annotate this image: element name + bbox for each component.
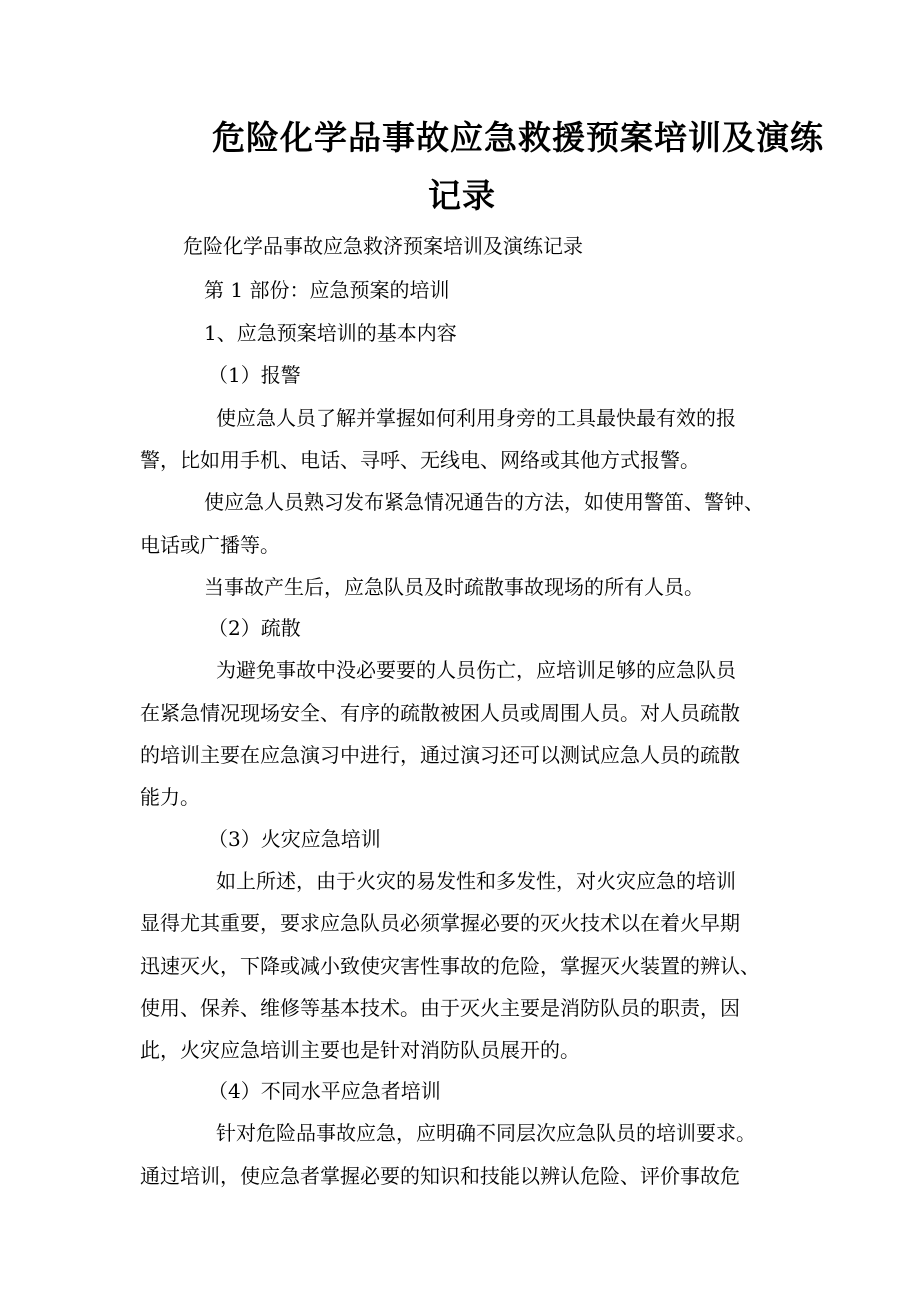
document-title-line-2: 记录: [428, 176, 496, 215]
paragraph-line: 使用、保养、维修等基本技术。由于灭火主要是消防队员的职责，因: [140, 996, 740, 1020]
item3-heading: （3）火灾应急培训: [208, 827, 381, 851]
paragraph-line: 如上所述，由于火灾的易发性和多发性，对火灾应急的培训: [216, 869, 736, 893]
paragraph-line: 当事故产生后，应急队员及时疏散事故现场的所有人员。: [204, 575, 704, 599]
item2-heading: （2）疏散: [208, 616, 301, 640]
paragraph-line: 电话或广播等。: [140, 533, 280, 557]
paragraph-line: 在紧急情况现场安全、有序的疏散被困人员或周围人员。对人员疏散: [140, 701, 740, 725]
paragraph-line: 为避免事故中没必要要的人员伤亡，应培训足够的应急队员: [216, 658, 736, 682]
paragraph-line: 通过培训，使应急者掌握必要的知识和技能以辨认危险、评价事故危: [140, 1164, 740, 1188]
paragraph-line: 显得尤其重要，要求应急队员必须掌握必要的灭火技术以在着火早期: [140, 911, 740, 935]
document-subtitle: 危险化学品事故应急救济预案培训及演练记录: [183, 234, 583, 258]
paragraph-line: 使应急人员了解并掌握如何利用身旁的工具最快最有效的报: [216, 406, 736, 430]
part1-heading: 第 1 部份：应急预案的培训: [204, 278, 450, 302]
paragraph-line: 使应急人员熟习发布紧急情况通告的方法，如使用警笛、警钟、: [204, 490, 764, 514]
item4-heading: （4）不同水平应急者培训: [208, 1079, 441, 1103]
paragraph-line: 的培训主要在应急演习中进行，通过演习还可以测试应急人员的疏散: [140, 743, 740, 767]
paragraph-line: 针对危险品事故应急，应明确不同层次应急队员的培训要求。: [216, 1121, 756, 1145]
paragraph-line: 迅速灭火，下降或减小致使灾害性事故的危险，掌握灭火装置的辨认、: [140, 954, 760, 978]
paragraph-line: 能力。: [140, 785, 200, 809]
document-title-line-1: 危险化学品事故应急救援预案培训及演练: [212, 118, 824, 157]
paragraph-line: 警，比如用手机、电话、寻呼、无线电、网络或其他方式报警。: [140, 448, 700, 472]
item1-heading: （1）报警: [208, 363, 301, 387]
paragraph-line: 此，火灾应急培训主要也是针对消防队员展开的。: [140, 1038, 580, 1062]
section1-heading: 1、应急预案培训的基本内容: [204, 321, 457, 345]
